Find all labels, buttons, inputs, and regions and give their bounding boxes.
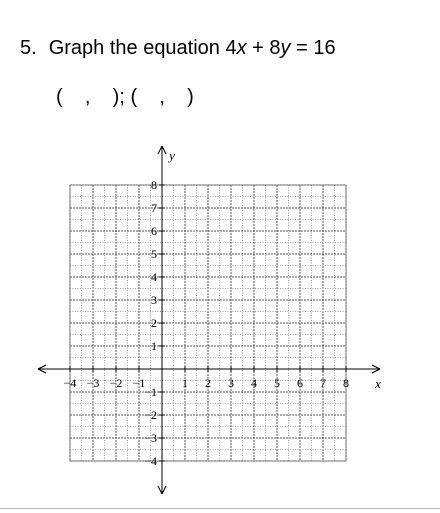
x-tick-label: 5	[274, 376, 280, 390]
x-axis-label: x	[375, 376, 381, 391]
bottom-divider	[0, 508, 440, 509]
x-tick-label: 4	[251, 376, 257, 390]
x-tick-label: 8	[343, 376, 349, 390]
y-tick-label: 8	[151, 178, 157, 192]
x-tick-label: −3	[86, 376, 100, 390]
variable-y: y	[280, 37, 291, 59]
x-tick-label: −4	[63, 376, 77, 390]
grid-lines	[70, 185, 346, 461]
y-tick-label: 3	[151, 293, 157, 307]
y-tick-label: 6	[151, 224, 157, 238]
prompt-end: = 16	[290, 37, 336, 59]
prompt-start: Graph the equation 4	[48, 37, 237, 59]
tick-labels	[64, 148, 382, 468]
y-tick-label: −1	[144, 385, 157, 399]
y-axis-label: y	[169, 148, 175, 163]
variable-x: x	[236, 37, 247, 59]
x-tick-label: 2	[205, 376, 211, 390]
x-tick-label: 7	[320, 376, 326, 390]
y-tick-label: −2	[144, 408, 157, 422]
y-tick-label: 4	[151, 270, 157, 284]
x-tick-label: −2	[109, 376, 123, 390]
answer-points-blank[interactable]: ( , ); ( , )	[56, 86, 194, 108]
y-tick-label: −3	[144, 431, 157, 445]
y-tick-label: −4	[144, 454, 157, 468]
x-tick-label: 3	[228, 376, 234, 390]
prompt-mid: + 8	[246, 37, 281, 59]
x-tick-label: −1	[132, 376, 146, 390]
axes	[38, 146, 380, 494]
y-tick-label: 1	[151, 339, 157, 353]
y-tick-label: 2	[151, 316, 157, 330]
y-tick-label: 5	[151, 247, 157, 261]
x-tick-label: 6	[297, 376, 303, 390]
y-tick-label: 7	[151, 201, 157, 215]
question-number: 5.	[20, 37, 37, 59]
x-tick-label: 1	[182, 376, 188, 390]
